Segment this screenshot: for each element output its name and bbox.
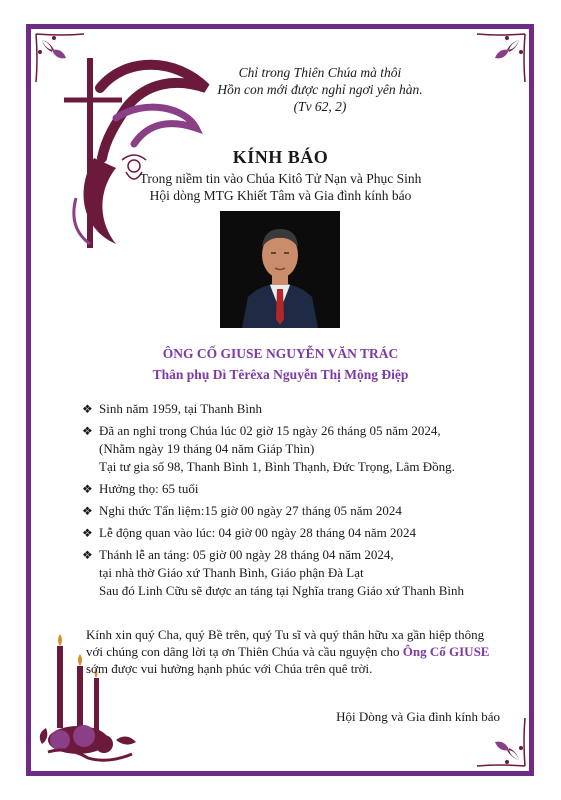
list-item: [82, 480, 502, 498]
shroud-ceremony-info: Nghi thức Tẩn liệm:15 giờ 00 ngày 27 tháng 05 năm 2024: [99, 503, 402, 518]
list-item: [82, 524, 502, 542]
death-info-line-2: (Nhằm ngày 19 tháng 04 năm Giáp Thìn): [99, 441, 315, 456]
death-info-line-1: Đã an nghỉ trong Chúa lúc 02 giờ 15 ngày 26 tháng 05 năm 2024,: [99, 423, 441, 438]
closing-line-2: [86, 643, 506, 660]
intro-line-2: Hội dòng MTG Khiết Tâm và Gia đình kính báo: [149, 188, 412, 203]
diamond-bullet-icon: ❖: [82, 424, 93, 438]
diamond-bullet-icon: ❖: [82, 504, 93, 518]
closing-line-1: Kính xin quý Cha, quý Bề trên, quý Tu sĩ và quý thân hữu xa gần hiệp thông: [86, 627, 485, 642]
intro-line-1: Trong niềm tin vào Chúa Kitô Tử Nạn và Phục Sinh: [139, 171, 422, 186]
deceased-name: ÔNG CỐ GIUSE NGUYỄN VĂN TRÁC: [162, 346, 399, 361]
closing-line-3: sớm được vui hưởng hạnh phúc với Chúa trên quê trời.: [86, 661, 373, 676]
diamond-bullet-icon: ❖: [82, 548, 93, 562]
list-item: [82, 502, 502, 520]
list-item: [82, 400, 502, 418]
list-item: [82, 546, 502, 600]
verse-line-2: Hồn con mới được nghỉ ngơi yên hàn.: [217, 82, 423, 97]
diamond-bullet-icon: ❖: [82, 526, 93, 540]
verse-line-1: Chỉ trong Thiên Chúa mà thôi: [238, 65, 402, 80]
announcement-heading: KÍNH BÁO: [232, 147, 329, 167]
death-info-line-3: Tại tư gia số 98, Thanh Bình 1, Bình Thạnh, Đức Trọng, Lâm Đồng.: [99, 459, 455, 474]
deceased-portrait: [220, 211, 340, 328]
scripture-verse: [200, 64, 440, 115]
closing-line-2-text: với chúng con dâng lời tạ ơn Thiên Chúa và cầu nguyện cho: [86, 644, 403, 659]
diamond-bullet-icon: ❖: [82, 482, 93, 496]
closing-paragraph: [86, 626, 506, 677]
verse-reference: (Tv 62, 2): [293, 99, 347, 114]
top-right-corner-ornament: [469, 30, 529, 90]
diamond-bullet-icon: ❖: [82, 402, 93, 416]
details-list: [82, 400, 502, 604]
list-item: [82, 422, 502, 476]
deceased-relation: Thân phụ Dì Têrêxa Nguyễn Thị Mộng Điệp: [152, 367, 409, 382]
funeral-mass-line-3: Sau đó Linh Cữu sẽ được an táng tại Nghĩa trang Giáo xứ Thanh Bình: [99, 583, 464, 598]
announcement-intro: [100, 170, 461, 204]
funeral-mass-line-1: Thánh lễ an táng: 05 giờ 00 ngày 28 tháng 04 năm 2024,: [99, 547, 394, 562]
coffin-procession-info: Lễ động quan vào lúc: 04 giờ 00 ngày 28 tháng 04 năm 2024: [99, 525, 417, 540]
closing-highlight-name: Ông Cố GIUSE: [402, 644, 490, 659]
funeral-mass-line-2: tại nhà thờ Giáo xứ Thanh Bình, Giáo phận Đà Lạt: [99, 565, 364, 580]
age-info: Hưởng thọ: 65 tuổi: [99, 481, 199, 496]
portrait-image: [220, 211, 340, 328]
signoff: Hội Dòng và Gia đình kính báo: [336, 709, 500, 724]
birth-info: Sinh năm 1959, tại Thanh Bình: [99, 401, 262, 416]
